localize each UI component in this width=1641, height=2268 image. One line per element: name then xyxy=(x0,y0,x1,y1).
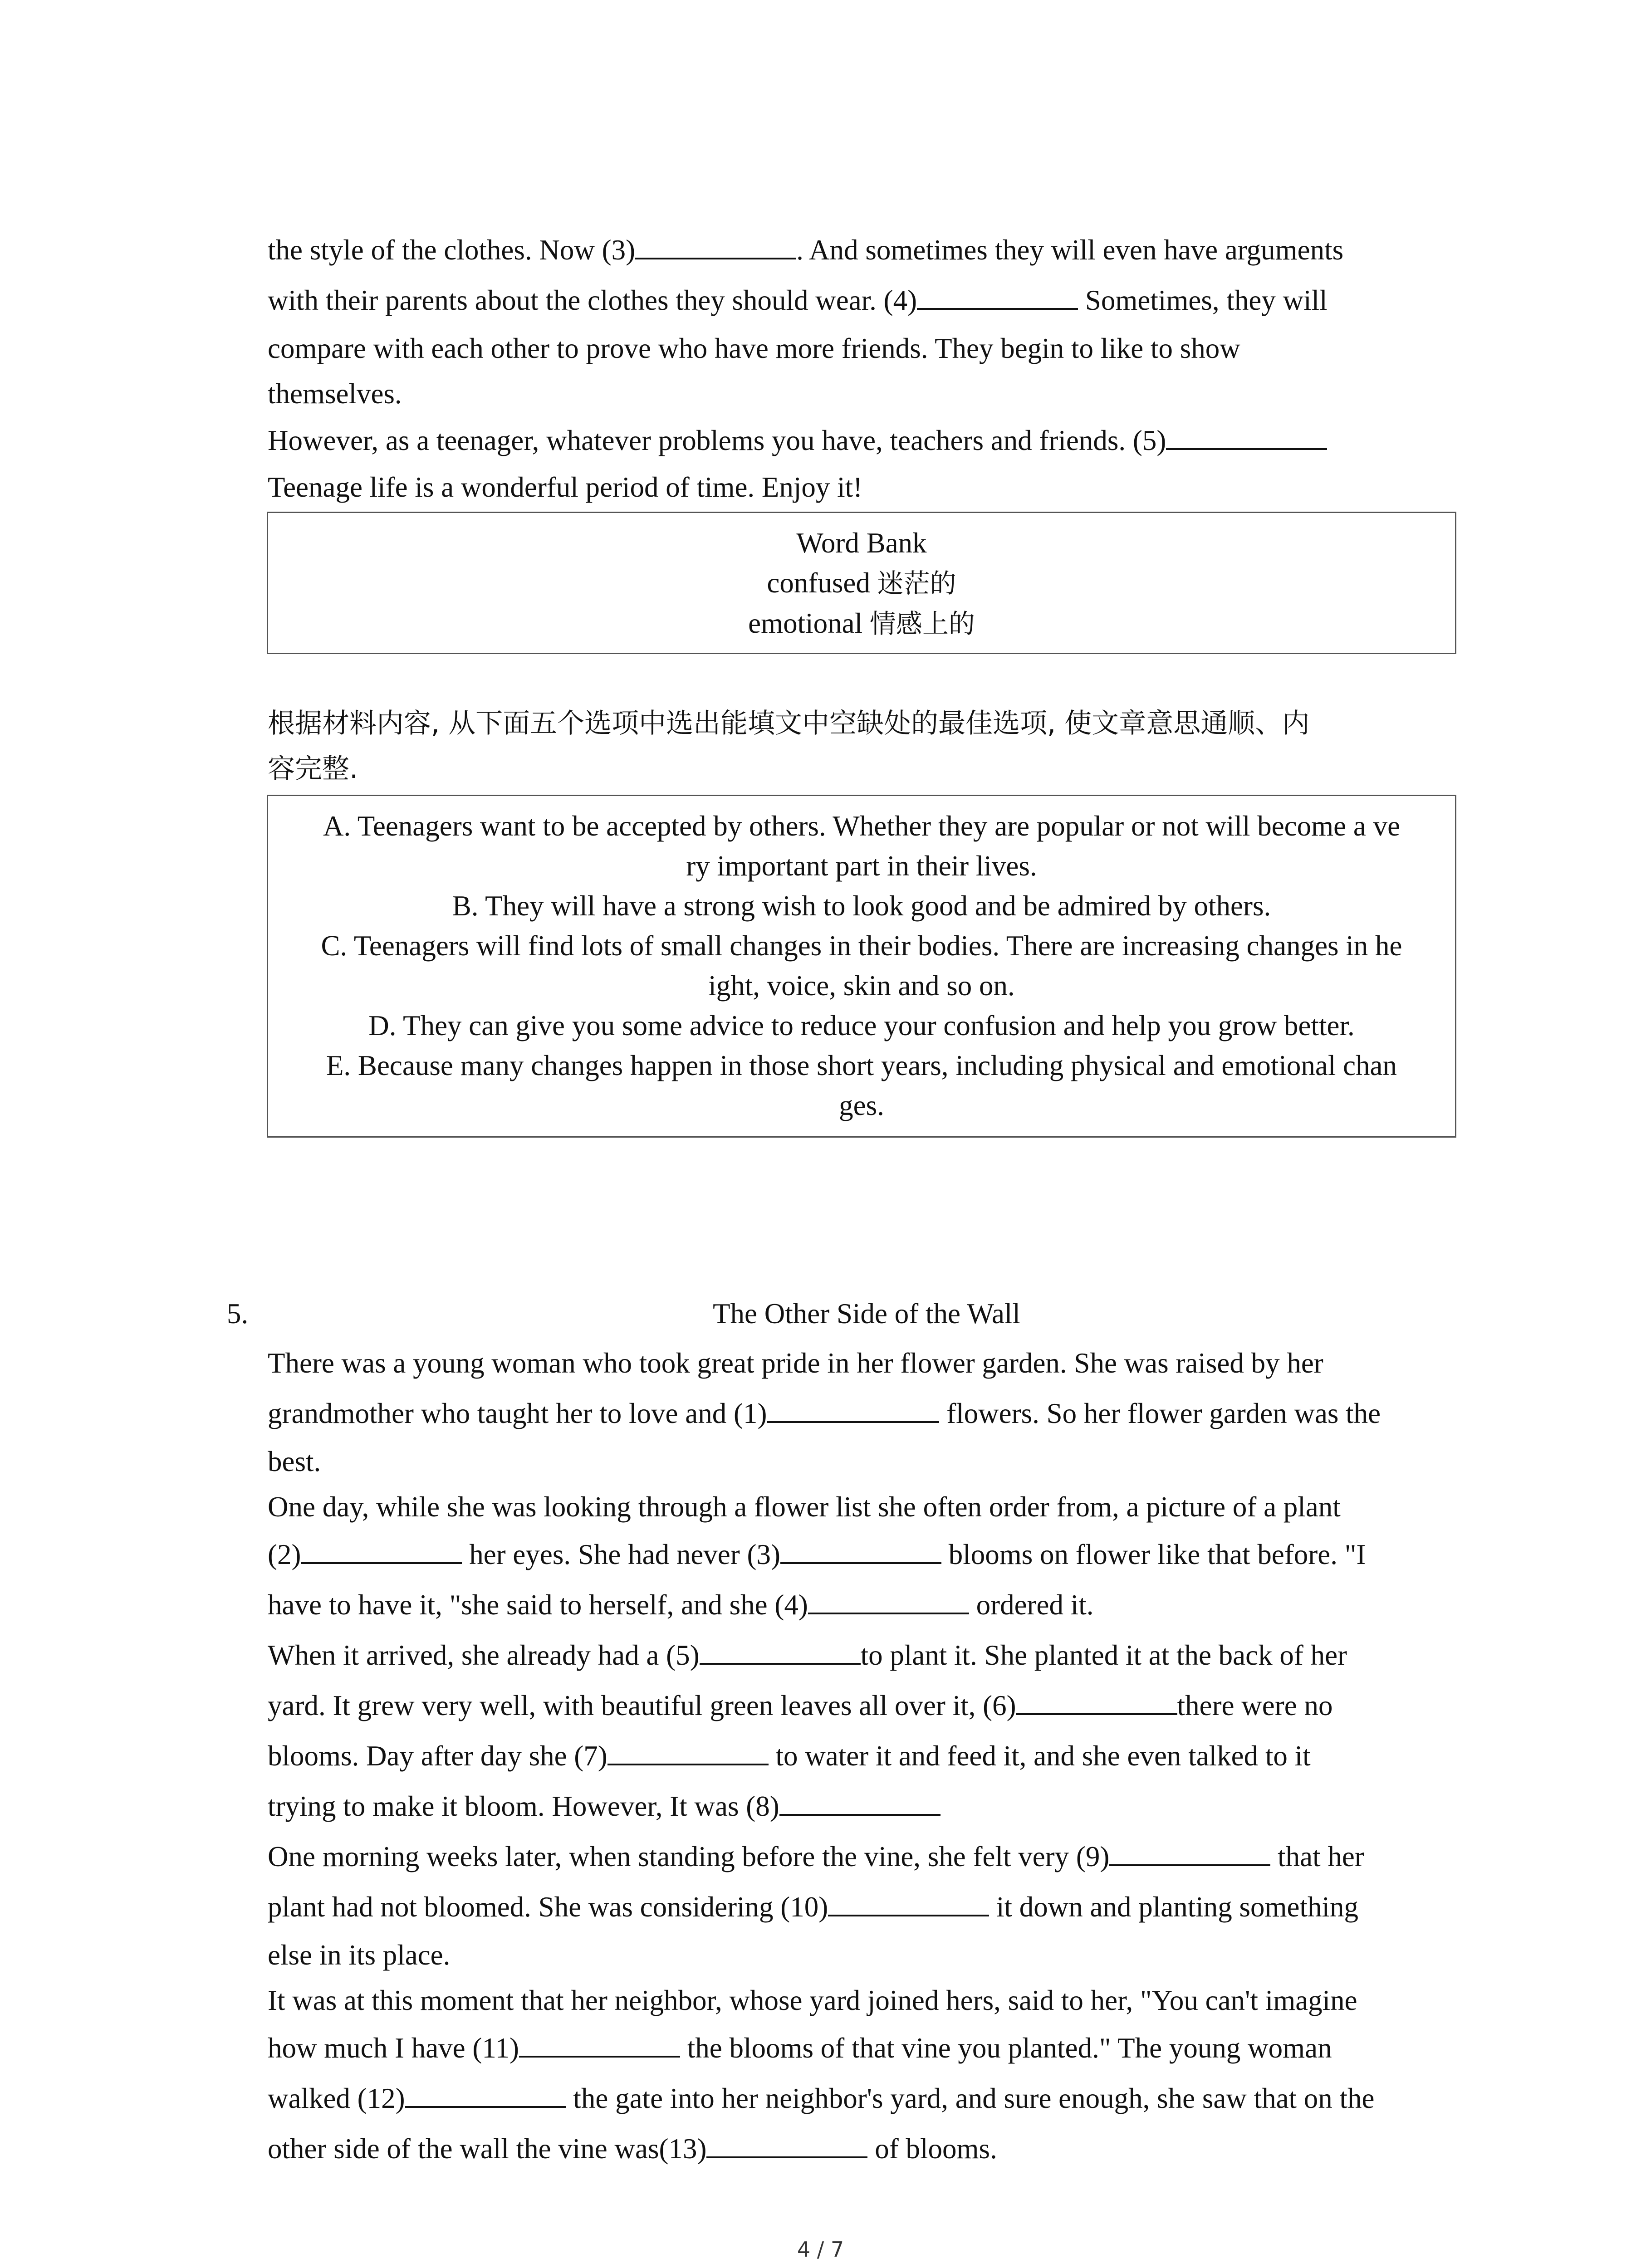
option-line: D. They can give you some advice to reduce your confusion and help you grow better. xyxy=(368,1010,1355,1041)
answer-blank-1[interactable] xyxy=(767,1394,939,1423)
answer-blank-9[interactable] xyxy=(1109,1837,1270,1866)
question-title: The Other Side of the Wall xyxy=(713,1298,1020,1330)
word-bank-box xyxy=(267,512,1456,654)
text-line: with their parents about the clothes they should wear. (4) Sometimes, they will xyxy=(268,275,1465,326)
answer-blank-11[interactable] xyxy=(519,2028,680,2058)
word-bank-entry: confused 迷茫的 xyxy=(767,567,956,599)
option-line: ight, voice, skin and so on. xyxy=(708,970,1015,1002)
answer-blank-3[interactable] xyxy=(635,230,796,259)
text-line: It was at this moment that her neighbor, whose yard joined hers, said to her, "You can't imagine xyxy=(268,1984,1357,2016)
text-line: best. xyxy=(268,1446,321,1477)
option-line: A. Teenagers want to be accepted by others. Whether they are popular or not will become a ve xyxy=(323,810,1401,842)
option-line: ges. xyxy=(839,1090,884,1121)
text-line: the style of the clothes. Now (3) . And sometimes they will even have arguments xyxy=(268,225,1465,275)
text-line: trying to make it bloom. However, It was (8) xyxy=(268,1781,1465,1832)
answer-blank-5[interactable] xyxy=(700,1636,861,1665)
answer-blank-13[interactable] xyxy=(706,2129,867,2158)
instruction-line: 根据材料内容, 从下面五个选项中选出能填文中空缺处的最佳选项, 使文章意思通顺、内 xyxy=(268,708,1310,739)
text-line: have to have it, "she said to herself, and she (4) ordered it. xyxy=(268,1580,1465,1630)
text-line: (2) her eyes. She had never (3) blooms on flower like that before. "I xyxy=(268,1530,1465,1580)
text-line: One morning weeks later, when standing before the vine, she felt very (9) that her xyxy=(268,1832,1465,1882)
instruction-line: 容完整. xyxy=(268,753,358,785)
text-line: Teenage life is a wonderful period of time. Enjoy it! xyxy=(268,471,863,503)
text-line: There was a young woman who took great pride in her flower garden. She was raised by her xyxy=(268,1347,1323,1379)
option-line: C. Teenagers will find lots of small changes in their bodies. There are increasing changes in he xyxy=(321,930,1402,962)
text-line: yard. It grew very well, with beautiful green leaves all over it, (6) there were no xyxy=(268,1681,1465,1731)
answer-blank-7[interactable] xyxy=(607,1736,769,1765)
text-line: grandmother who taught her to love and (1) flowers. So her flower garden was the xyxy=(268,1388,1465,1439)
answer-blank-2[interactable] xyxy=(301,1535,462,1564)
word-bank-entry: emotional 情感上的 xyxy=(748,607,975,639)
text-line: else in its place. xyxy=(268,1939,451,1971)
text-line: walked (12) the gate into her neighbor's yard, and sure enough, she saw that on the xyxy=(268,2073,1465,2124)
answer-blank-8[interactable] xyxy=(779,1787,941,1816)
text-line: When it arrived, she already had a (5) to plant it. She planted it at the back of her xyxy=(268,1630,1465,1681)
answer-blank-3[interactable] xyxy=(780,1535,941,1564)
text-line: One day, while she was looking through a flower list she often order from, a picture of a plant xyxy=(268,1491,1341,1523)
option-line: E. Because many changes happen in those short years, including physical and emotional chan xyxy=(326,1050,1397,1081)
option-line: B. They will have a strong wish to look good and be admired by others. xyxy=(452,890,1271,922)
text-line: plant had not bloomed. She was considering (10) it down and planting something xyxy=(268,1882,1465,1932)
page-number: 4 / 7 xyxy=(797,2237,844,2262)
instructions xyxy=(268,701,1465,792)
answer-blank-12[interactable] xyxy=(405,2079,566,2108)
text-line: compare with each other to prove who have more friends. They begin to like to show xyxy=(268,332,1240,364)
word-bank-title: Word Bank xyxy=(796,527,927,559)
text-line: themselves. xyxy=(268,378,402,410)
passage-4-text xyxy=(268,225,1465,510)
options-box xyxy=(267,795,1456,1138)
answer-blank-6[interactable] xyxy=(1016,1686,1177,1715)
text-line: blooms. Day after day she (7) to water it and feed it, and she even talked to it xyxy=(268,1731,1465,1781)
answer-blank-4[interactable] xyxy=(808,1585,969,1614)
passage-5-text xyxy=(268,1338,1465,2174)
answer-blank-5[interactable] xyxy=(1166,421,1327,450)
text-line: However, as a teenager, whatever problems you have, teachers and friends. (5) xyxy=(268,416,1465,464)
text-line: other side of the wall the vine was(13) of blooms. xyxy=(268,2124,1465,2174)
answer-blank-4[interactable] xyxy=(917,281,1078,310)
answer-blank-10[interactable] xyxy=(828,1887,989,1916)
option-line: ry important part in their lives. xyxy=(686,850,1037,882)
text-line: how much I have (11) the blooms of that vine you planted." The young woman xyxy=(268,2023,1465,2073)
question-number: 5. xyxy=(227,1298,249,1330)
